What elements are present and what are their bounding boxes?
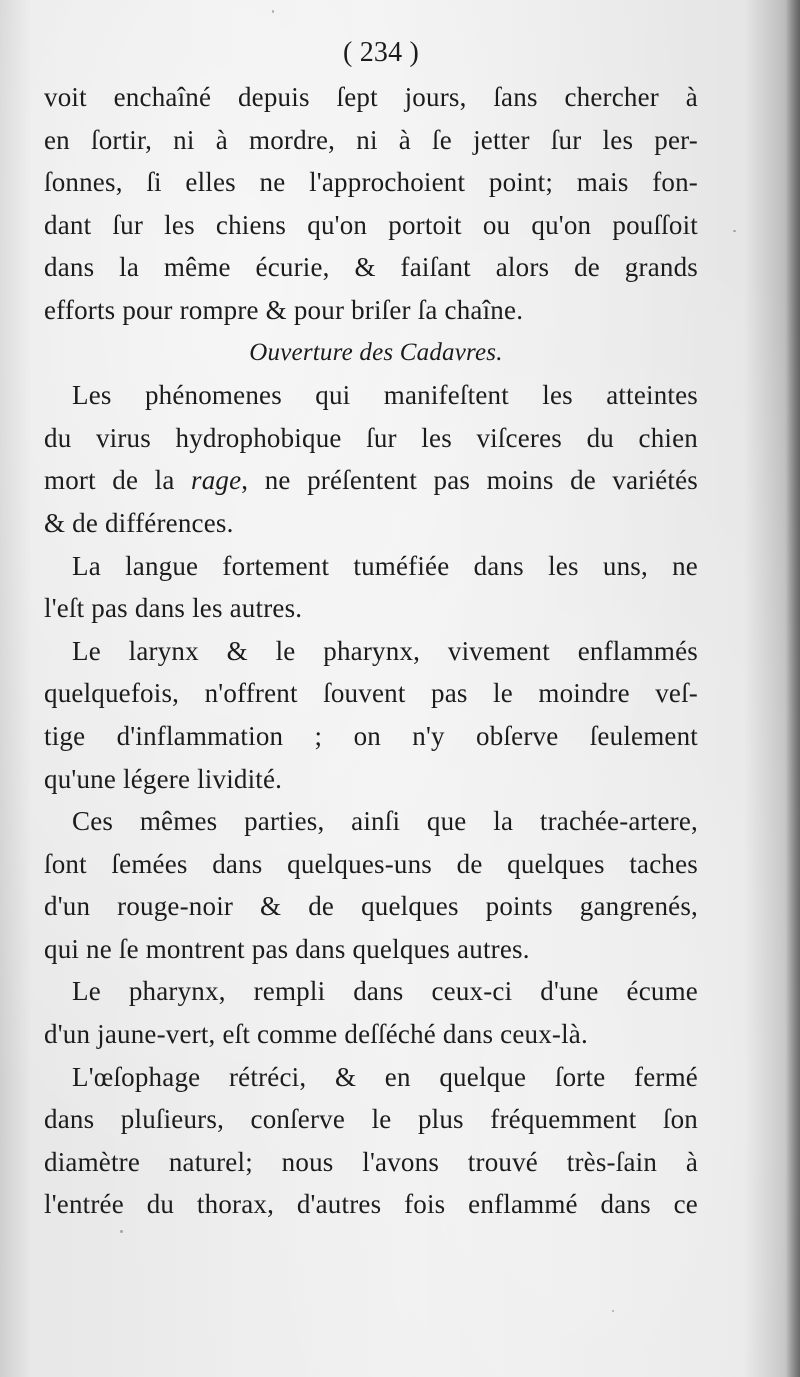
paragraph — [44, 545, 698, 630]
text-line: & de différences. — [44, 507, 234, 538]
paper-speck — [612, 1310, 614, 1312]
paper-speck — [120, 1230, 123, 1233]
text-run: , ne préſentent pas moins de variétés — [241, 465, 698, 496]
text-line: qui ne ſe montrent pas dans quelques autres. — [44, 933, 530, 964]
text-line: tige d'inflammation ; on n'y obſerve ſeulement — [44, 720, 698, 751]
text-line: d'un jaune-vert, eſt comme deſſéché dans ceux-là. — [44, 1019, 588, 1050]
text-line: Ces mêmes parties, ainſi que la trachée-artere, — [72, 806, 698, 837]
italic-word: rage — [191, 465, 242, 496]
page-number: ( 234 ) — [342, 37, 420, 68]
text-line: qu'une légere lividité. — [44, 763, 283, 794]
text-line: Le pharynx, rempli dans ceux-ci d'une écume — [72, 976, 698, 1007]
text-run: mort de la — [44, 465, 191, 496]
section-heading: Ouverture des Cadavres. — [249, 338, 503, 366]
paper-speck — [272, 10, 274, 13]
text-line — [44, 459, 698, 502]
paper-speck — [733, 230, 736, 232]
text-line: du virus hydrophobique ſur les viſceres du chien — [44, 422, 698, 453]
text-block — [44, 30, 698, 1226]
text-line: d'un rouge-noir & de quelques points gangrenés, — [44, 891, 698, 922]
paragraph — [44, 970, 698, 1055]
paragraph — [44, 800, 698, 970]
text-line: en ſortir, ni à mordre, ni à ſe jetter ſur les per- — [44, 124, 698, 155]
paragraph — [44, 76, 698, 332]
text-line: dans la même écurie, & faiſant alors de grands — [44, 252, 698, 283]
text-line: Le larynx & le pharynx, vivement enflammés — [72, 635, 698, 666]
text-line: La langue fortement tuméfiée dans les uns, ne — [72, 550, 698, 581]
paragraph — [44, 1056, 698, 1226]
paragraph — [44, 374, 698, 544]
text-line: l'eſt pas dans les autres. — [44, 593, 303, 624]
page-edge-shadow — [786, 0, 800, 1377]
text-line: Les phénomenes qui manifeſtent les atteintes — [72, 380, 698, 411]
text-line: dans pluſieurs, conſerve le plus fréquemment ſon — [44, 1104, 698, 1135]
text-line: ſont ſemées dans quelques-uns de quelques taches — [44, 848, 698, 879]
text-line: dant ſur les chiens qu'on portoit ou qu'on pouſſoit — [44, 209, 698, 240]
paragraph — [44, 630, 698, 800]
text-line: diamètre naturel; nous l'avons trouvé très-ſain à — [44, 1146, 698, 1177]
text-line: quelquefois, n'offrent ſouvent pas le moindre veſ- — [44, 678, 698, 709]
text-line: l'entrée du thorax, d'autres fois enflammé dans ce — [44, 1189, 698, 1220]
text-line: voit enchaîné depuis ſept jours, ſans chercher à — [44, 82, 698, 112]
text-line: L'œſophage rétréci, & en quelque ſorte fermé — [72, 1061, 698, 1092]
text-line: efforts pour rompre & pour briſer ſa chaîne. — [44, 294, 524, 325]
text-line: ſonnes, ſi elles ne l'approchoient point; mais fon- — [44, 167, 698, 198]
